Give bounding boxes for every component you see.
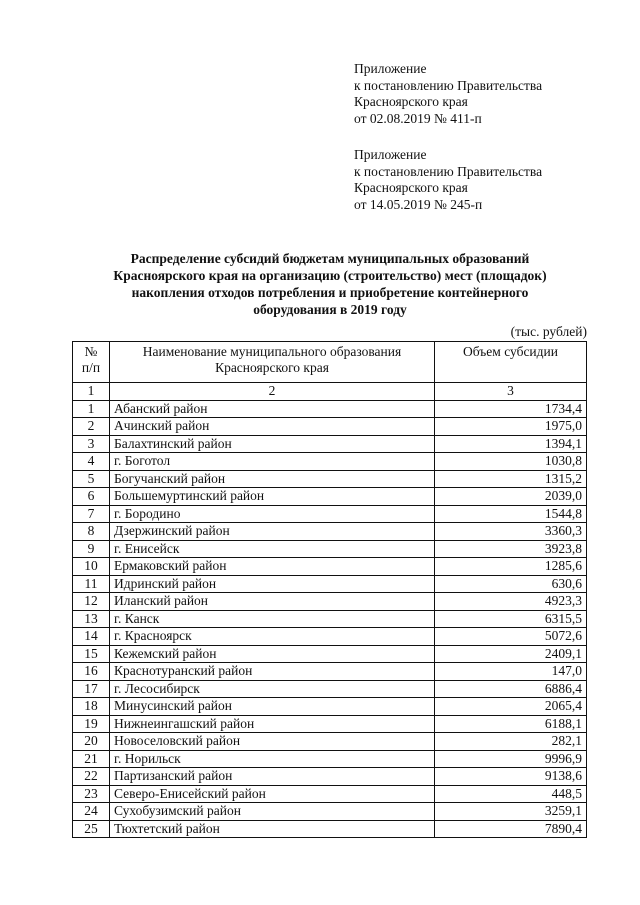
table-row (73, 558, 587, 576)
municipality-name: Новоселовский район (110, 733, 435, 751)
subsidy-table (72, 341, 587, 838)
subsidy-amount: 7890,4 (435, 820, 587, 838)
municipality-name: г. Красноярск (110, 628, 435, 646)
municipality-name: Кежемский район (110, 645, 435, 663)
table-row (73, 400, 587, 418)
row-number: 2 (73, 418, 110, 436)
column-index: 2 (110, 383, 435, 401)
table-row (73, 733, 587, 751)
municipality-name: Абанский район (110, 400, 435, 418)
municipality-name: Краснотуранский район (110, 663, 435, 681)
row-number: 18 (73, 698, 110, 716)
subsidy-amount: 6315,5 (435, 610, 587, 628)
municipality-name: г. Канск (110, 610, 435, 628)
municipality-name: г. Енисейск (110, 540, 435, 558)
municipality-name: Дзержинский район (110, 523, 435, 541)
table-row (73, 768, 587, 786)
subsidy-amount: 2065,4 (435, 698, 587, 716)
row-number: 11 (73, 575, 110, 593)
column-index-row (73, 383, 587, 401)
subsidy-amount: 1734,4 (435, 400, 587, 418)
table-row (73, 435, 587, 453)
row-number: 12 (73, 593, 110, 611)
table-header-row (73, 342, 587, 383)
table-row (73, 645, 587, 663)
subsidy-amount: 3923,8 (435, 540, 587, 558)
table-body (73, 400, 587, 838)
appendix-reference-original (354, 147, 624, 213)
municipality-name: Идринский район (110, 575, 435, 593)
municipality-name: Ермаковский район (110, 558, 435, 576)
municipality-name: Нижнеингашский район (110, 715, 435, 733)
title-line: накопления отходов потребления и приобретение контейнерного (131, 285, 529, 300)
row-number: 15 (73, 645, 110, 663)
table-row (73, 680, 587, 698)
title-line: Распределение субсидий бюджетам муниципальных образований (130, 251, 530, 266)
subsidy-amount: 2039,0 (435, 488, 587, 506)
municipality-name: г. Лесосибирск (110, 680, 435, 698)
table-row (73, 628, 587, 646)
table-row (73, 750, 587, 768)
table-row (73, 470, 587, 488)
row-number: 22 (73, 768, 110, 786)
subsidy-amount: 282,1 (435, 733, 587, 751)
subsidy-amount: 6188,1 (435, 715, 587, 733)
header-volume: Объем субсидии (435, 342, 587, 383)
table-row (73, 785, 587, 803)
table-row (73, 715, 587, 733)
document-title (60, 250, 600, 318)
subsidy-amount: 448,5 (435, 785, 587, 803)
municipality-name: Богучанский район (110, 470, 435, 488)
appendix-decree-line: к постановлению Правительства (354, 77, 543, 93)
municipality-name: г. Боготол (110, 453, 435, 471)
municipality-name: Ачинский район (110, 418, 435, 436)
subsidy-amount: 1315,2 (435, 470, 587, 488)
row-number: 19 (73, 715, 110, 733)
municipality-name: Большемуртинский район (110, 488, 435, 506)
table-row (73, 820, 587, 838)
row-number: 24 (73, 803, 110, 821)
appendix-date-number: от 02.08.2019 № 411-п (354, 110, 482, 126)
table-row (73, 453, 587, 471)
column-index: 1 (73, 383, 110, 401)
municipality-name: Балахтинский район (110, 435, 435, 453)
column-index: 3 (435, 383, 587, 401)
row-number: 14 (73, 628, 110, 646)
municipality-name: Тюхтетский район (110, 820, 435, 838)
table-row (73, 523, 587, 541)
subsidy-amount: 630,6 (435, 575, 587, 593)
table-row (73, 663, 587, 681)
appendix-date-number: от 14.05.2019 № 245-п (354, 196, 483, 212)
table-row (73, 698, 587, 716)
row-number: 9 (73, 540, 110, 558)
table-row (73, 488, 587, 506)
appendix-region-line: Красноярского края (354, 94, 468, 109)
table-row (73, 418, 587, 436)
table-row (73, 505, 587, 523)
row-number: 1 (73, 400, 110, 418)
appendix-decree-line: к постановлению Правительства (354, 163, 543, 179)
row-number: 6 (73, 488, 110, 506)
table-row (73, 593, 587, 611)
header-municipality-line1: Наименование муниципального образования (142, 344, 402, 359)
row-number: 17 (73, 680, 110, 698)
row-number: 20 (73, 733, 110, 751)
municipality-name: Минусинский район (110, 698, 435, 716)
title-line: оборудования в 2019 году (253, 302, 407, 317)
title-line: Красноярского края на организацию (строительство) мест (площадок) (113, 268, 547, 283)
row-number: 4 (73, 453, 110, 471)
subsidy-amount: 4923,3 (435, 593, 587, 611)
subsidy-amount: 9996,9 (435, 750, 587, 768)
subsidy-amount: 6886,4 (435, 680, 587, 698)
row-number: 23 (73, 785, 110, 803)
unit-label: (тыс. рублей) (510, 324, 587, 339)
municipality-name: Северо-Енисейский район (110, 785, 435, 803)
appendix-label: Приложение (354, 61, 427, 76)
municipality-name: г. Норильск (110, 750, 435, 768)
row-number: 3 (73, 435, 110, 453)
appendix-region-line: Красноярского края (354, 180, 468, 195)
subsidy-amount: 2409,1 (435, 645, 587, 663)
row-number: 13 (73, 610, 110, 628)
subsidy-amount: 1030,8 (435, 453, 587, 471)
subsidy-amount: 5072,6 (435, 628, 587, 646)
subsidy-amount: 1975,0 (435, 418, 587, 436)
municipality-name: Партизанский район (110, 768, 435, 786)
table-row (73, 575, 587, 593)
row-number: 7 (73, 505, 110, 523)
appendix-label: Приложение (354, 147, 427, 162)
table-row (73, 540, 587, 558)
municipality-name: Иланский район (110, 593, 435, 611)
row-number: 10 (73, 558, 110, 576)
municipality-name: г. Бородино (110, 505, 435, 523)
row-number: 5 (73, 470, 110, 488)
subsidy-amount: 1544,8 (435, 505, 587, 523)
row-number: 8 (73, 523, 110, 541)
header-number (73, 342, 110, 383)
table-row (73, 610, 587, 628)
subsidy-amount: 1394,1 (435, 435, 587, 453)
table-row (73, 803, 587, 821)
subsidy-amount: 9138,6 (435, 768, 587, 786)
header-number-abbr: п/п (81, 360, 101, 375)
header-number-symbol: № (84, 344, 98, 359)
municipality-name: Сухобузимский район (110, 803, 435, 821)
header-municipality-line2: Красноярского края (215, 360, 329, 375)
subsidy-amount: 3360,3 (435, 523, 587, 541)
row-number: 25 (73, 820, 110, 838)
subsidy-amount: 147,0 (435, 663, 587, 681)
row-number: 16 (73, 663, 110, 681)
subsidy-amount: 3259,1 (435, 803, 587, 821)
appendix-reference-current (354, 61, 624, 127)
subsidy-amount: 1285,6 (435, 558, 587, 576)
header-municipality (110, 342, 435, 383)
row-number: 21 (73, 750, 110, 768)
